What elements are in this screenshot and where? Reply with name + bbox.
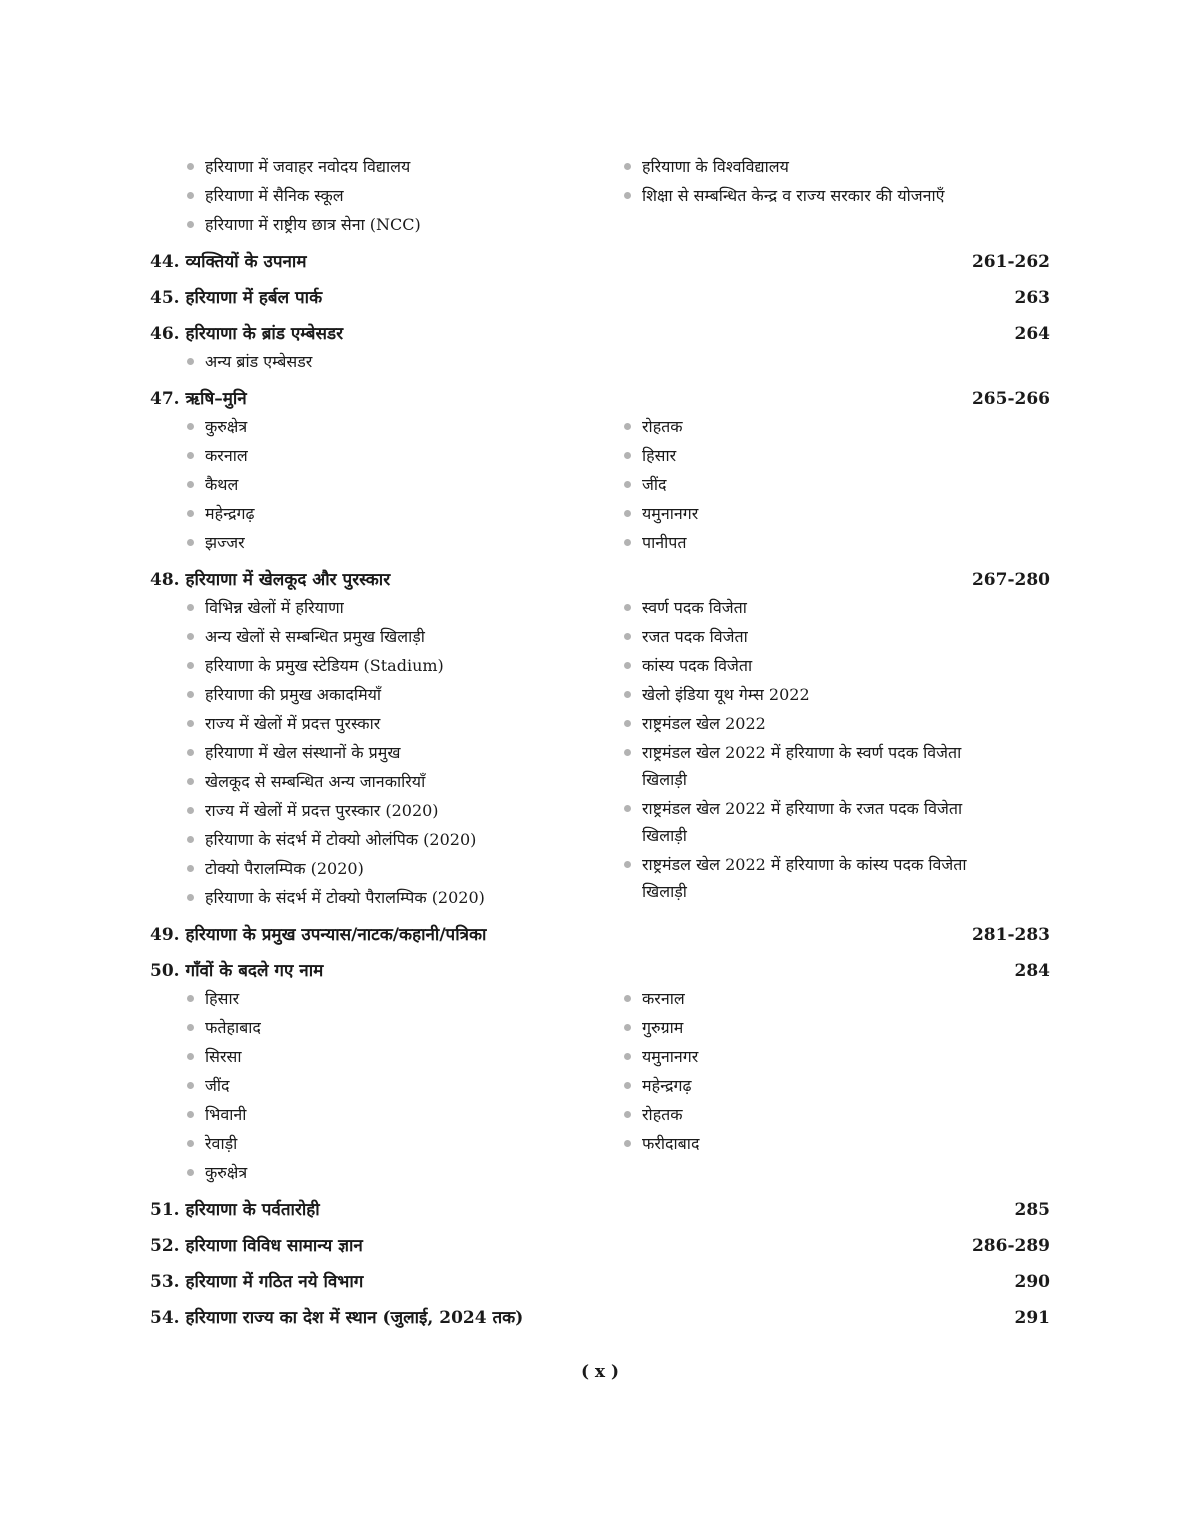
list-item: खेलो इंडिया यूथ गेम्स 2022 (622, 681, 1050, 708)
toc-entry-title: 47. ऋषि–मुनि (150, 389, 247, 409)
toc-content (150, 153, 1050, 1332)
subitems-right-column (622, 985, 1050, 1188)
list-item: टोक्यो पैरालम्पिक (2020) (185, 855, 622, 882)
list-item: महेन्द्रगढ़ (185, 500, 622, 527)
list-item: हरियाणा में राष्ट्रीय छात्र सेना (NCC) (185, 211, 622, 238)
list-item: हरियाणा में सैनिक स्कूल (185, 182, 622, 209)
list-item: जींद (622, 471, 1050, 498)
list-item: यमुनानगर (622, 500, 1050, 527)
list-item: कुरुक्षेत्र (185, 1159, 622, 1186)
list-item: विभिन्न खेलों में हरियाणा (185, 594, 622, 621)
toc-entry (150, 1304, 1050, 1332)
toc-entry-title: 54. हरियाणा राज्य का देश में स्थान (जुलाई, 2024 तक) (150, 1308, 524, 1328)
list-item: राष्ट्रमंडल खेल 2022 में हरियाणा के स्वर्ण पदक विजेता खिलाड़ी (622, 739, 1050, 793)
top-left-column (150, 153, 622, 240)
toc-entry-pages: 261-262 (971, 252, 1050, 272)
list-item: पानीपत (622, 529, 1050, 556)
list-item: राष्ट्रमंडल खेल 2022 में हरियाणा के रजत पदक विजेता खिलाड़ी (622, 795, 1050, 849)
toc-entry (150, 1232, 1050, 1260)
list-item: राज्य में खेलों में प्रदत्त पुरस्कार (2020) (185, 797, 622, 824)
toc-entry-pages: 291 (1014, 1308, 1050, 1328)
toc-entry-title: 50. गाँवों के बदले गए नाम (150, 961, 324, 981)
list-item: स्वर्ण पदक विजेता (622, 594, 1050, 621)
list-item: हिसार (622, 442, 1050, 469)
toc-entry-title: 45. हरियाणा में हर्बल पार्क (150, 288, 323, 308)
toc-entry (150, 566, 1050, 594)
toc-entry (150, 921, 1050, 949)
list-item: अन्य खेलों से सम्बन्धित प्रमुख खिलाड़ी (185, 623, 622, 650)
toc-entry-title: 44. व्यक्तियों के उपनाम (150, 252, 307, 272)
list-item: रोहतक (622, 413, 1050, 440)
list-item: हरियाणा के प्रमुख स्टेडियम (Stadium) (185, 652, 622, 679)
top-right-column (622, 153, 1050, 240)
toc-entry-title: 53. हरियाणा में गठित नये विभाग (150, 1272, 364, 1292)
toc-entry (150, 1268, 1050, 1296)
toc-subitems (150, 348, 1050, 377)
toc-entry-pages: 263 (1014, 288, 1050, 308)
toc-sections (150, 248, 1050, 1332)
toc-entry-pages: 281-283 (971, 925, 1050, 945)
toc-entry (150, 1196, 1050, 1224)
toc-entry-pages: 265-266 (971, 389, 1050, 409)
list-item: अन्य ब्रांड एम्बेसडर (185, 348, 622, 375)
list-item: करनाल (622, 985, 1050, 1012)
toc-entry-title: 49. हरियाणा के प्रमुख उपन्यास/नाटक/कहानी/पत्रिका (150, 925, 487, 945)
list-item: कुरुक्षेत्र (185, 413, 622, 440)
toc-entry (150, 957, 1050, 985)
list-item: राष्ट्रमंडल खेल 2022 (622, 710, 1050, 737)
list-item: रोहतक (622, 1101, 1050, 1128)
list-item: फरीदाबाद (622, 1130, 1050, 1157)
toc-entry-title: 51. हरियाणा के पर्वतारोही (150, 1200, 320, 1220)
list-item: भिवानी (185, 1101, 622, 1128)
toc-entry-pages: 264 (1014, 324, 1050, 344)
list-item: हरियाणा में खेल संस्थानों के प्रमुख (185, 739, 622, 766)
toc-entry-pages: 285 (1014, 1200, 1050, 1220)
subitems-left-column (150, 348, 622, 377)
subitems-left-column (150, 985, 622, 1188)
list-item: राज्य में खेलों में प्रदत्त पुरस्कार (185, 710, 622, 737)
list-item: हरियाणा के विश्वविद्यालय (622, 153, 1050, 180)
list-item: राष्ट्रमंडल खेल 2022 में हरियाणा के कांस्य पदक विजेता खिलाड़ी (622, 851, 1050, 905)
toc-entry-title: 46. हरियाणा के ब्रांड एम्बेसडर (150, 324, 344, 344)
toc-entry-title: 52. हरियाणा विविध सामान्य ज्ञान (150, 1236, 363, 1256)
toc-entry-pages: 286-289 (971, 1236, 1050, 1256)
list-item: रेवाड़ी (185, 1130, 622, 1157)
list-item: हरियाणा में जवाहर नवोदय विद्यालय (185, 153, 622, 180)
subitems-right-column (622, 413, 1050, 558)
list-item: फतेहाबाद (185, 1014, 622, 1041)
toc-subitems (150, 594, 1050, 913)
subitems-right-column (622, 594, 1050, 913)
list-item: कांस्य पदक विजेता (622, 652, 1050, 679)
toc-entry-pages: 284 (1014, 961, 1050, 981)
toc-entry-pages: 290 (1014, 1272, 1050, 1292)
list-item: गुरुग्राम (622, 1014, 1050, 1041)
list-item: खेलकूद से सम्बन्धित अन्य जानकारियाँ (185, 768, 622, 795)
toc-entry (150, 320, 1050, 348)
toc-entry-pages: 267-280 (971, 570, 1050, 590)
list-item: रजत पदक विजेता (622, 623, 1050, 650)
list-item: शिक्षा से सम्बन्धित केन्द्र व राज्य सरकार की योजनाएँ (622, 182, 1050, 209)
subitems-right-column (622, 348, 1050, 377)
list-item: यमुनानगर (622, 1043, 1050, 1070)
subitems-left-column (150, 413, 622, 558)
toc-subitems (150, 985, 1050, 1188)
list-item: हरियाणा के संदर्भ में टोक्यो ओलंपिक (2020) (185, 826, 622, 853)
list-item: हिसार (185, 985, 622, 1012)
toc-subitems (150, 413, 1050, 558)
toc-entry (150, 385, 1050, 413)
list-item: हरियाणा की प्रमुख अकादमियाँ (185, 681, 622, 708)
list-item: करनाल (185, 442, 622, 469)
page-number: ( x ) (580, 1362, 620, 1382)
toc-entry (150, 284, 1050, 312)
top-continued-items (150, 153, 1050, 240)
list-item: हरियाणा के संदर्भ में टोक्यो पैरालम्पिक (2020) (185, 884, 622, 911)
list-item: कैथल (185, 471, 622, 498)
list-item: झज्जर (185, 529, 622, 556)
subitems-left-column (150, 594, 622, 913)
toc-entry-title: 48. हरियाणा में खेलकूद और पुरस्कार (150, 570, 391, 590)
list-item: महेन्द्रगढ़ (622, 1072, 1050, 1099)
toc-entry (150, 248, 1050, 276)
list-item: जींद (185, 1072, 622, 1099)
list-item: सिरसा (185, 1043, 622, 1070)
